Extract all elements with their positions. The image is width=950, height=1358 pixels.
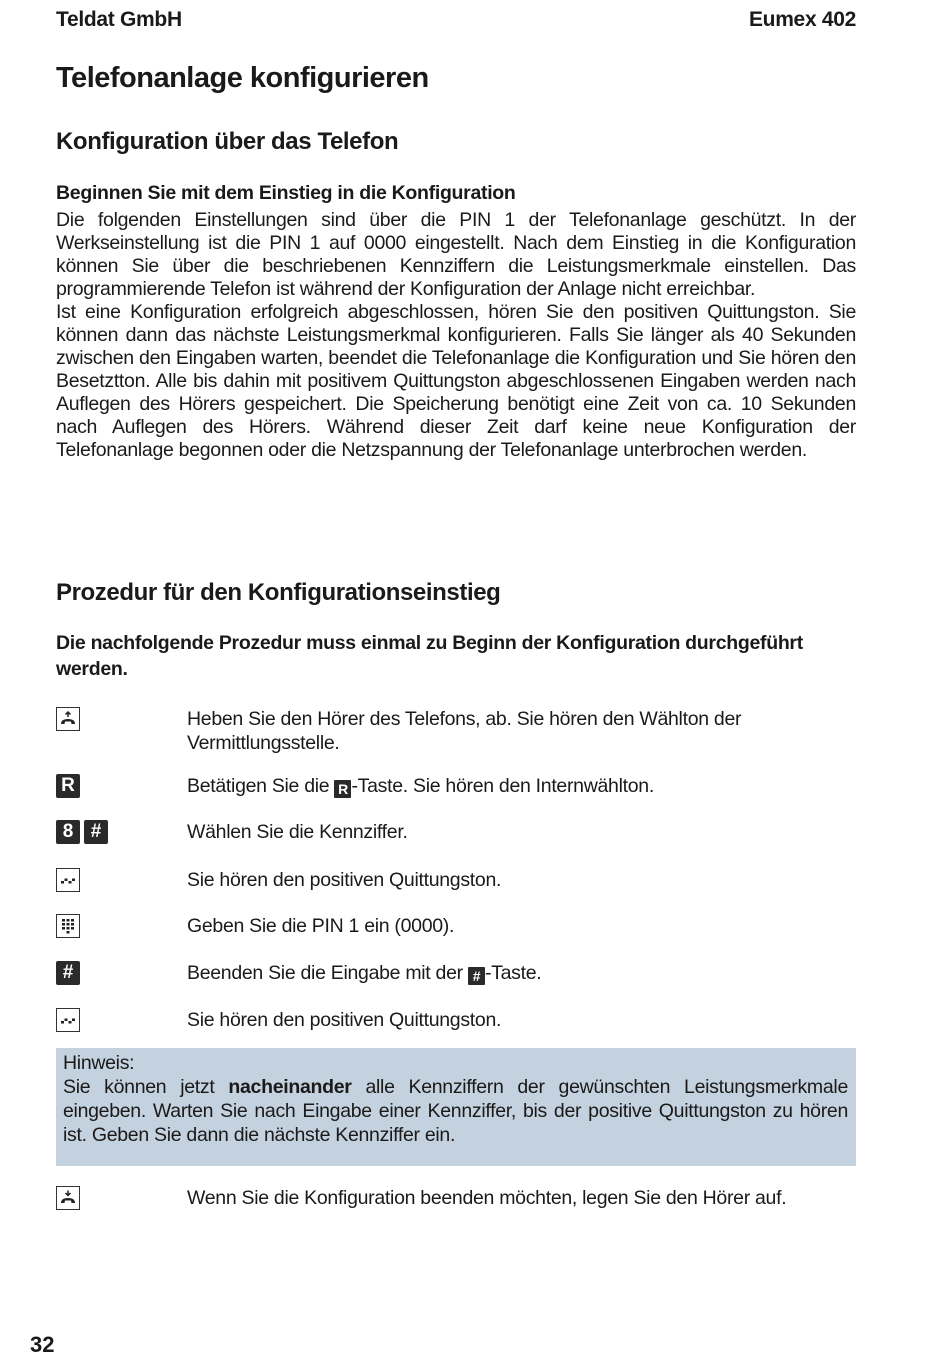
step-text: Sie hören den positiven Quittungston.: [187, 1009, 502, 1031]
digit-8-key-icon: 8: [56, 820, 80, 844]
paragraph: Die folgenden Einstellungen sind über die PIN 1 der Telefonanlage geschützt. In der Werkseinstellung ist die PIN 1 auf 0000 eingestellt. Nach dem Einstieg in die Konfiguration können Sie über die beschriebenen Kennziffern die Leistungsmerkmale einstellen. Das programmierende Telefon ist während der Konfiguration der Anlage nicht erreichbar.: [56, 209, 856, 300]
note-label: Hinweis:: [63, 1052, 135, 1074]
handset-hangup-icon: [56, 1186, 80, 1210]
step-text: Wählen Sie die Kennziffer.: [187, 821, 408, 843]
section-heading-config-phone: Konfiguration über das Telefon: [56, 128, 399, 155]
r-key-icon: R: [56, 774, 80, 798]
positive-tone-icon: [56, 1008, 80, 1032]
page-title: Telefonanlage konfigurieren: [56, 62, 429, 94]
hash-key-inline-icon: #: [468, 967, 485, 985]
keypad-icon: [56, 914, 80, 938]
step-text: Heben Sie den Hörer des Telefons, ab. Sie hören den Wählton der Vermittlungsstelle.: [187, 708, 742, 754]
note-emphasis: nacheinander: [228, 1076, 352, 1098]
section-heading-procedure: Prozedur für den Konfigurationseinstieg: [56, 579, 501, 606]
paragraph: Ist eine Konfiguration erfolgreich abgeschlossen, hören Sie den positiven Quittungston. Sie können dann das nächste Leistungsmerkmal konfigurieren. Falls Sie länger als 40 Sekunden zwischen den Eingaben warten, beendet die Telefonanlage die Konfiguration und Sie hören den Besetztton. Alle bis dahin mit positivem Quittungston abgeschlossenen Eingaben werden nach Auflegen des Hörers gespeichert. Die Speicherung benötigt eine Zeit von ca. 10 Sekunden nach Auflegen des Hörers. Während dieser Zeit darf keine neue Konfiguration der Telefonanlage begonnen oder die Netzspannung der Telefonanlage unterbrochen werden.: [56, 301, 856, 461]
step-text-part: Beenden Sie die Eingabe mit der: [187, 962, 468, 984]
subheading-start-config: Beginnen Sie mit dem Einstieg in die Konfiguration: [56, 182, 516, 204]
note-text-part: alle Kennziffern der gewünschten Leistungsmerkmale eingeben. Warten Sie nach Eingabe einer Kennziffer, bis der positive Quittungston zu hören ist. Geben Sie dann die nächste Kennziffer ein.: [63, 1076, 849, 1146]
note-text: [63, 1075, 848, 1147]
step-text-part: -Taste. Sie hören den Internwählton.: [351, 775, 654, 797]
step-text-part: -Taste.: [484, 962, 542, 984]
r-key-inline-icon: R: [334, 780, 351, 798]
header-product: Eumex 402: [748, 8, 856, 31]
step-text: Sie hören den positiven Quittungston.: [187, 869, 502, 891]
step-text: Geben Sie die PIN 1 ein (0000).: [187, 915, 455, 937]
positive-tone-icon: [56, 868, 80, 892]
step-text: [187, 961, 856, 985]
step-text: [187, 774, 856, 798]
page-number: 32: [30, 1332, 55, 1357]
note-box: [56, 1048, 856, 1166]
hash-key-icon: #: [84, 820, 108, 844]
header-company: Teldat GmbH: [56, 8, 182, 31]
handset-lift-icon: [56, 707, 80, 731]
hash-key-icon: #: [56, 961, 80, 985]
intro-text: [56, 209, 856, 462]
note-text-part: Sie können jetzt: [63, 1076, 229, 1098]
step-text-part: Betätigen Sie die: [187, 775, 335, 797]
procedure-intro: Die nachfolgende Prozedur muss einmal zu Beginn der Konfiguration durchgeführt werden.: [56, 632, 803, 680]
step-text: Wenn Sie die Konfiguration beenden möchten, legen Sie den Hörer auf.: [187, 1187, 787, 1209]
